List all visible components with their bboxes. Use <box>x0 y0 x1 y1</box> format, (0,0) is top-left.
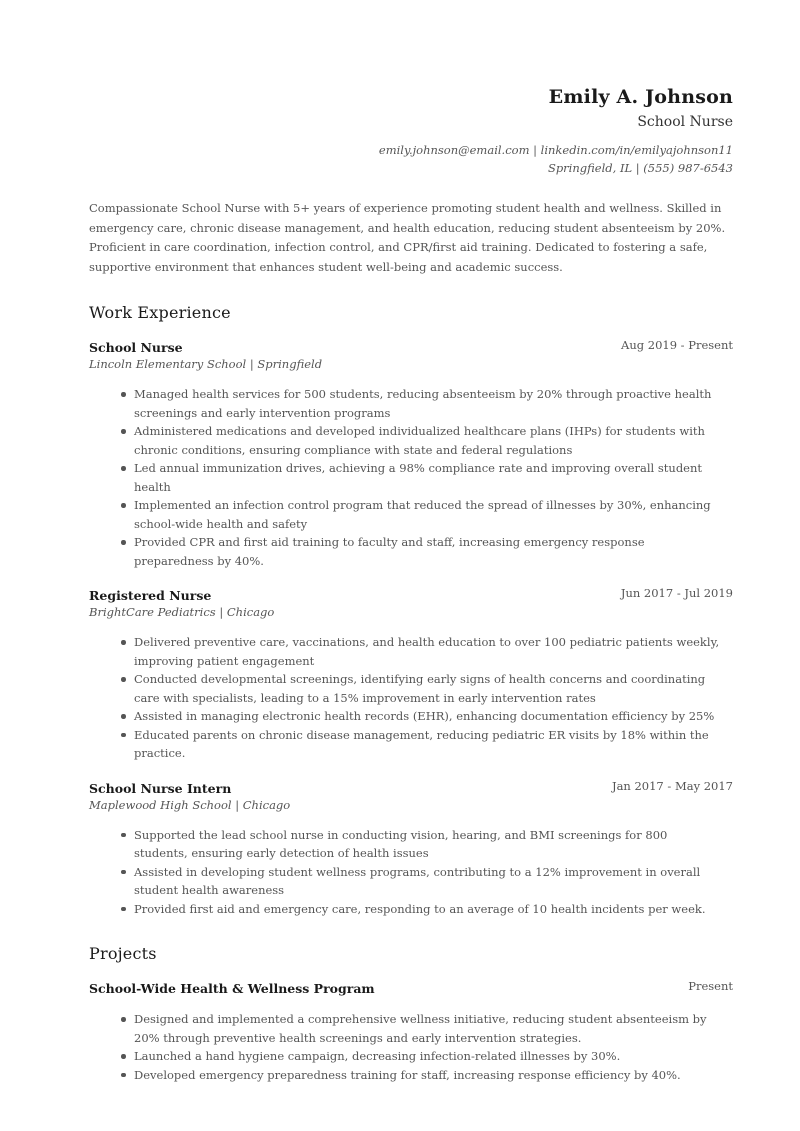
job-entry <box>89 778 733 919</box>
job-bullets <box>89 385 733 570</box>
job-dates: Aug 2019 - Present <box>621 338 733 352</box>
bullet-item: Implemented an infection control program that reduced the spread of illnesses by 30%, enhancing school-wide health and safety <box>134 496 733 533</box>
professional-summary: Compassionate School Nurse with 5+ years of experience promoting student health and wellness. Skilled in emergency care, chronic disease management, and health education, reducing student absenteeism by 20%. Proficient in care coordination, infection control, and CPR/first aid training. Dedicated to fostering a safe, supportive environment that enhances student well-being and academic success. <box>89 201 726 274</box>
bullet-item: Educated parents on chronic disease management, reducing pediatric ER visits by 18% within the practice. <box>134 726 733 763</box>
bullet-item: Provided CPR and first aid training to faculty and staff, increasing emergency response preparedness by 40%. <box>134 533 733 570</box>
bullet-item: Managed health services for 500 students, reducing absenteeism by 20% through proactive health screenings and early intervention programs <box>134 385 733 422</box>
job-dates: Jun 2017 - Jul 2019 <box>620 586 733 600</box>
job-title: School Nurse <box>89 340 183 355</box>
bullet-item: Conducted developmental screenings, identifying early signs of health concerns and coordinating care with specialists, leading to a 15% improvement in early intervention rates <box>134 670 733 707</box>
job-bullets <box>89 826 733 919</box>
candidate-name: Emily A. Johnson <box>548 86 733 108</box>
project-bullets <box>89 1010 733 1084</box>
job-employer: Lincoln Elementary School | Springfield <box>89 357 323 371</box>
bullet-item: Supported the lead school nurse in conducting vision, hearing, and BMI screenings for 800 students, ensuring early detection of health issues <box>134 826 733 863</box>
projects-heading: Projects <box>89 944 157 963</box>
job-employer: Maplewood High School | Chicago <box>89 797 291 812</box>
job-bullets <box>89 633 733 763</box>
bullet-item: Administered medications and developed individualized healthcare plans (IHPs) for students with chronic conditions, ensuring compliance with state and federal regulations <box>134 422 733 459</box>
project-title: School-Wide Health & Wellness Program <box>89 981 375 996</box>
project-entry <box>89 981 733 1084</box>
bullet-item: Designed and implemented a comprehensive wellness initiative, reducing student absenteeism by 20% through preventive health screenings and early intervention strategies. <box>134 1010 733 1047</box>
bullet-item: Led annual immunization drives, achieving a 98% compliance rate and improving overall student health <box>134 459 733 496</box>
job-entry <box>89 588 733 763</box>
bullet-item: Provided first aid and emergency care, responding to an average of 10 health incidents per week. <box>134 900 733 919</box>
bullet-item: Launched a hand hygiene campaign, decreasing infection-related illnesses by 30%. <box>134 1047 733 1066</box>
contact-info <box>89 141 733 177</box>
job-dates: Jan 2017 - May 2017 <box>611 778 733 793</box>
bullet-item: Assisted in managing electronic health records (EHR), enhancing documentation efficiency by 25% <box>134 707 733 726</box>
work-experience-heading: Work Experience <box>89 303 231 322</box>
resume-header <box>89 0 733 177</box>
project-dates: Present <box>688 979 733 993</box>
bullet-item: Developed emergency preparedness training for staff, increasing response efficiency by 40%. <box>134 1066 733 1085</box>
bullet-item: Assisted in developing student wellness programs, contributing to a 12% improvement in overall student health awareness <box>134 863 733 900</box>
bullet-item: Delivered preventive care, vaccinations, and health education to over 100 pediatric patients weekly, improving patient engagement <box>134 633 733 670</box>
job-title: Registered Nurse <box>89 588 212 603</box>
job-entry <box>89 340 733 570</box>
contact-line-email-linkedin: emily.johnson@email.com | linkedin.com/in/emilyajohnson11 <box>378 143 733 157</box>
job-employer: BrightCare Pediatrics | Chicago <box>89 605 275 619</box>
job-title: School Nurse Intern <box>89 780 232 796</box>
contact-line-location-phone: Springfield, IL | (555) 987-6543 <box>547 161 733 175</box>
candidate-role: School Nurse <box>637 114 733 130</box>
